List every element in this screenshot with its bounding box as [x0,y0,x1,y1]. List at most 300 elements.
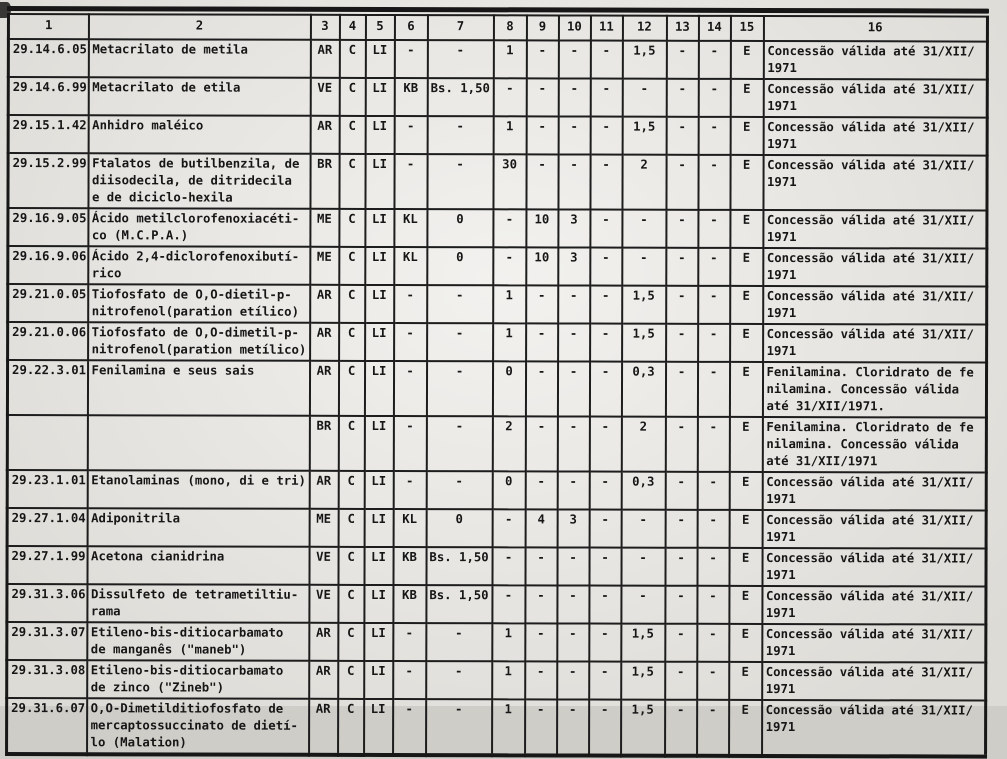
table-cell-col-12: - [622,79,666,117]
table-row [8,115,987,156]
table-cell-col-12: 0,3 [621,362,665,417]
table-cell-col-9: - [525,416,557,471]
table-cell-col-3: ME [309,509,338,547]
table-cell-col-4: C [338,585,364,623]
table-cell-col-7: Bs. 1,50 [426,585,492,623]
table-cell-col-11: - [589,510,621,548]
table-cell-col-4: C [338,509,364,547]
table-row [8,77,987,118]
table-cell-col-11: - [590,117,622,155]
table-cell-col-11: - [590,79,622,117]
table-row [7,584,986,625]
table-cell-col-10: - [558,154,590,209]
table-cell-col-15: E [729,417,762,472]
table-cell-col-8: 2 [492,416,525,471]
table-cell-col-16: Concessão válida até 31/XII/ 1971 [763,41,987,80]
table-cell-col-4: C [339,40,365,78]
table-cell-col-4: C [338,699,364,755]
table-cell-col-3: AR [309,471,338,509]
table-cell-col-7: 0 [426,509,492,547]
table-row [8,284,987,325]
table-cell-col-12: 2 [621,417,665,472]
table-cell-col-3: AR [310,323,339,361]
table-cell-col-13: - [665,510,697,548]
table-cell-col-5: LI [365,323,394,361]
table-cell-col-1: 29.16.9.06 [8,246,88,284]
table-cell-col-1: 29.16.9.05 [8,208,88,246]
table-cell-col-7: Bs. 1,50 [427,78,493,116]
table-cell-col-11: - [590,286,622,324]
table-cell-col-3: AR [310,285,339,323]
table-cell-col-7: - [427,323,493,361]
table-cell-col-8: 1 [493,40,526,78]
table-cell-col-10: 3 [558,209,590,247]
table-cell-col-14: - [698,248,730,286]
table-cell-col-6: KL [393,509,426,547]
table-cell-col-8: 1 [493,323,526,361]
table-cell-col-12: 1,5 [622,286,666,324]
table-row [8,153,987,211]
table-cell-col-6: - [394,323,427,361]
table-cell-col-11: - [589,662,621,700]
table-body [7,39,988,757]
table-cell-col-8: 0 [492,361,525,416]
table-cell-col-9: - [525,585,557,623]
table-cell-col-5: LI [364,585,393,623]
table-cell-col-15: E [729,548,762,586]
table-cell-col-5: LI [364,416,393,471]
table-cell-col-14: - [697,417,729,472]
table-cell-col-12: - [622,210,666,248]
table-cell-col-4: C [338,661,364,699]
table-cell-col-9: - [526,116,558,154]
table-cell-col-15: E [729,624,762,662]
table-cell-col-15: E [730,248,763,286]
table-cell-col-2: O,O-Dimetilditiofosfato de mercaptossuccinato de dietí- lo (Malation) [87,698,309,755]
table-cell-col-6: - [393,361,426,416]
table-cell-col-11: - [590,155,622,210]
table-cell-col-9: - [525,361,557,416]
table-cell-col-14: - [698,210,730,248]
table-cell-col-1: 29.23.1.01 [7,470,87,508]
table-cell-col-16: Concessão válida até 31/XII/ 1971 [763,155,987,211]
table-cell-col-5: LI [365,209,394,247]
table-cell-col-4: C [339,323,365,361]
table-cell-col-14: - [697,510,729,548]
table-cell-col-6: KB [393,585,426,623]
table-cell-col-7: - [426,623,492,661]
table-cell-col-16: Concessão válida até 31/XII/ 1971 [763,324,987,363]
table-cell-col-8: - [492,547,525,585]
table-cell-col-13: - [665,472,697,510]
table-cell-col-9: - [526,40,558,78]
table-cell-col-1: 29.31.6.07 [7,698,87,754]
table-cell-col-4: C [339,154,365,209]
table-cell-col-5: LI [365,247,394,285]
table-cell-col-6: - [394,116,427,154]
table-cell-col-13: - [665,700,697,756]
table-cell-col-6: - [393,416,426,471]
table-cell-col-11: - [590,41,622,79]
table-cell-col-14: - [698,286,730,324]
table-cell-col-13: - [665,362,697,417]
table-cell-col-3: AR [309,623,338,661]
table-cell-col-2: Etileno-bis-ditiocarbamato de manganês ("maneb") [87,622,309,661]
table-cell-col-1 [7,415,87,470]
table-cell-col-12: 1,5 [621,662,665,700]
table-cell-col-4: C [339,116,365,154]
table-cell-col-15: E [729,586,762,624]
table-cell-col-6: - [393,699,426,755]
table-cell-col-9: 10 [526,209,558,247]
table-cell-col-5: LI [364,471,393,509]
table-cell-col-5: LI [365,285,394,323]
table-row [7,415,986,473]
table-cell-col-16: Concessão válida até 31/XII/ 1971 [762,700,986,757]
table-cell-col-3: ME [310,209,339,247]
table-cell-col-7: Bs. 1,50 [426,547,492,585]
table-cell-col-16: Concessão válida até 31/XII/ 1971 [762,662,986,701]
table-cell-col-9: - [526,78,558,116]
table-cell-col-1: 29.14.6.05 [8,39,88,77]
table-cell-col-8: 30 [493,154,526,209]
table-cell-col-15: E [730,324,763,362]
table-row [7,470,986,511]
table-cell-col-11: - [589,362,621,417]
column-header: 6 [394,15,427,40]
table-cell-col-15: E [729,362,762,417]
table-cell-col-11: - [589,472,621,510]
table-cell-col-8: 1 [492,623,525,661]
table-cell-col-13: - [665,417,697,472]
table-cell-col-2: Ácido 2,4-diclorofenoxibutí- rico [88,246,310,285]
table-cell-col-3: VE [310,78,339,116]
table-cell-col-8: 1 [493,116,526,154]
table-cell-col-1: 29.27.1.99 [7,546,87,584]
table-cell-col-7: - [426,699,492,755]
table-row [8,322,987,363]
table-cell-col-16: Concessão válida até 31/XII/ 1971 [763,117,987,156]
table-cell-col-8: 1 [492,661,525,699]
table-cell-col-8: - [493,209,526,247]
table-cell-col-10: - [558,78,590,116]
table-cell-col-1: 29.21.0.05 [8,284,88,322]
table-cell-col-2: Ftalatos de butilbenzila, de diisodecila, de ditridecila e de diciclo-hexila [88,153,310,209]
table-cell-col-1: 29.31.3.08 [7,660,87,698]
table-cell-col-8: - [493,78,526,116]
table-header-row [8,14,987,42]
table-cell-col-12: 1,5 [621,624,665,662]
table-cell-col-10: - [557,623,589,661]
table-cell-col-14: - [697,472,729,510]
table-cell-col-3: AR [309,361,338,416]
column-header: 14 [698,16,730,41]
table-cell-col-14: - [697,362,729,417]
table-row [8,246,987,287]
table-cell-col-7: - [426,361,492,416]
table-cell-col-15: E [729,510,762,548]
table-cell-col-7: - [427,285,493,323]
table-cell-col-9: - [525,471,557,509]
table-cell-col-2: Ácido metilclorofenoxiacéti- co (M.C.P.A.) [88,208,310,247]
column-header: 1 [8,14,88,39]
table-cell-col-8: 1 [493,285,526,323]
table-cell-col-10: 3 [557,509,589,547]
column-header: 13 [666,16,698,41]
table-cell-col-4: C [338,361,364,416]
table-cell-col-16: Concessão válida até 31/XII/ 1971 [763,79,987,118]
table-cell-col-12: 1,5 [622,117,666,155]
table-cell-col-12: - [621,548,665,586]
table-cell-col-10: - [557,661,589,699]
table-cell-col-1: 29.22.3.01 [7,360,87,415]
table-cell-col-9: - [525,661,557,699]
table-cell-col-5: LI [365,154,394,209]
table-cell-col-4: C [338,623,364,661]
table-cell-col-9: - [525,699,557,755]
table-cell-col-14: - [697,548,729,586]
table-cell-col-8: - [493,247,526,285]
table-cell-col-10: - [558,116,590,154]
table-cell-col-6: KB [394,78,427,116]
table-cell-col-10: - [558,40,590,78]
table-cell-col-7: - [426,661,492,699]
table-cell-col-15: E [730,286,763,324]
table-cell-col-10: - [557,699,589,755]
table-row [7,622,986,663]
concessions-table [5,13,989,759]
table-cell-col-4: C [339,285,365,323]
table-cell-col-4: C [339,209,365,247]
table-cell-col-7: - [426,471,492,509]
table-cell-col-16: Concessão válida até 31/XII/ 1971 [762,624,986,663]
table-cell-col-14: - [697,700,729,756]
table-cell-col-1: 29.15.2.99 [8,153,88,208]
table-cell-col-10: - [557,471,589,509]
table-cell-col-10: - [557,547,589,585]
column-header: 4 [339,15,365,40]
table-cell-col-11: - [590,248,622,286]
column-header: 16 [763,16,987,42]
table-cell-col-12: - [621,586,665,624]
table-cell-col-6: KB [393,547,426,585]
table-cell-col-13: - [666,41,698,79]
table-cell-col-16: Concessão válida até 31/XII/ 1971 [762,510,986,549]
table-cell-col-3: AR [310,116,339,154]
table-cell-col-11: - [589,417,621,472]
column-header: 8 [493,15,526,40]
table-cell-col-14: - [698,324,730,362]
table-cell-col-4: C [338,471,364,509]
table-cell-col-13: - [666,79,698,117]
table-cell-col-2: Tiofosfato de O,O-dimetil-p- nitrofenol(paration metílico) [88,322,310,361]
table-cell-col-7: 0 [427,209,493,247]
table-cell-col-13: - [665,624,697,662]
table-cell-col-13: - [666,155,698,210]
table-cell-col-15: E [730,117,763,155]
table-cell-col-13: - [665,662,697,700]
table-cell-col-2: Etanolaminas (mono, di e tri) [87,470,309,509]
table-cell-col-12: 1,5 [621,700,665,756]
table-cell-col-9: - [526,154,558,209]
table-cell-col-1: 29.14.6.99 [8,77,88,115]
column-header: 11 [590,16,622,41]
table-cell-col-16: Concessão válida até 31/XII/ 1971 [763,286,987,325]
table-cell-col-16: Concessão válida até 31/XII/ 1971 [762,472,986,511]
table-cell-col-1: 29.21.0.06 [8,322,88,360]
table-cell-col-11: - [590,210,622,248]
table-cell-col-2: Tiofosfato de O,O-dietil-p- nitrofenol(paration etílico) [88,284,310,323]
table-cell-col-5: LI [364,361,393,416]
table-cell-col-5: LI [365,40,394,78]
table-cell-col-2 [87,415,309,471]
table-cell-col-15: E [730,79,763,117]
table-cell-col-13: - [666,210,698,248]
table-cell-col-3: VE [309,547,338,585]
table-cell-col-8: - [492,585,525,623]
column-header: 9 [526,15,558,40]
table-cell-col-3: VE [309,585,338,623]
table-cell-col-7: - [427,154,493,209]
table-cell-col-3: AR [309,699,338,755]
column-header: 7 [427,15,493,40]
scan-area [5,6,993,759]
table-cell-col-16: Fenilamina. Cloridrato de fe nilamina. Concessão válida até 31/XII/1971. [762,362,986,418]
table-cell-col-15: E [730,41,763,79]
table-cell-col-1: 29.31.3.07 [7,622,87,660]
table-cell-col-2: Metacrilato de etila [88,77,310,116]
table-cell-col-6: KL [394,209,427,247]
column-header: 15 [730,16,763,41]
table-cell-col-2: Etileno-bis-ditiocarbamato de zinco ("Zineb") [87,660,309,699]
table-cell-col-2: Metacrilato de metila [88,39,310,78]
table-cell-col-9: - [526,323,558,361]
table-cell-col-14: - [697,624,729,662]
table-row [7,360,986,418]
table-cell-col-2: Acetona cianidrina [87,546,309,585]
table-cell-col-3: BR [310,154,339,209]
table-cell-col-10: 3 [558,247,590,285]
table-cell-col-12: - [621,510,665,548]
table-cell-col-16: Concessão válida até 31/XII/ 1971 [762,586,986,625]
table-cell-col-11: - [589,586,621,624]
table-cell-col-3: AR [310,40,339,78]
table-cell-col-14: - [697,662,729,700]
table-cell-col-11: - [589,700,621,756]
table-cell-col-7: - [427,40,493,78]
table-cell-col-4: C [338,416,364,471]
table-row [7,546,986,587]
table-cell-col-10: - [557,361,589,416]
table-cell-col-4: C [339,247,365,285]
table-cell-col-6: - [394,154,427,209]
table-cell-col-11: - [590,324,622,362]
table-cell-col-2: Fenilamina e seus sais [87,360,309,416]
table-cell-col-2: Adiponitrila [87,508,309,547]
table-cell-col-9: - [526,285,558,323]
column-header: 3 [310,15,339,40]
table-cell-col-8: 1 [492,699,525,755]
table-cell-col-1: 29.27.1.04 [7,508,87,546]
table-cell-col-1: 29.15.1.42 [8,115,88,153]
table-cell-col-8: - [492,509,525,547]
table-cell-col-10: - [557,416,589,471]
table-cell-col-6: - [393,471,426,509]
table-cell-col-6: - [393,623,426,661]
table-cell-col-7: - [427,116,493,154]
table-cell-col-15: E [729,472,762,510]
column-header: 2 [88,14,310,40]
table-cell-col-6: - [393,661,426,699]
table-cell-col-14: - [698,155,730,210]
table-row [8,39,987,80]
table-cell-col-12: 0,3 [621,472,665,510]
table-row [7,698,986,757]
table-cell-col-5: LI [364,661,393,699]
table-cell-col-12: - [622,248,666,286]
table-cell-col-10: - [558,323,590,361]
table-cell-col-14: - [698,41,730,79]
table-cell-col-5: LI [364,623,393,661]
table-cell-col-6: - [394,285,427,323]
table-cell-col-9: 10 [526,247,558,285]
table-cell-col-12: 1,5 [622,41,666,79]
table-cell-col-1: 29.31.3.06 [7,584,87,622]
table-cell-col-7: 0 [427,247,493,285]
table-cell-col-5: LI [365,116,394,154]
table-cell-col-14: - [698,117,730,155]
table-cell-col-16: Concessão válida até 31/XII/ 1971 [763,210,987,249]
column-header: 5 [365,15,394,40]
table-row [7,508,986,549]
table-cell-col-9: - [525,623,557,661]
table-cell-col-4: C [338,547,364,585]
table-row [8,208,987,249]
table-cell-col-7: - [426,416,492,471]
table-cell-col-10: - [558,285,590,323]
column-header: 12 [622,16,666,41]
table-cell-col-13: - [665,586,697,624]
table-cell-col-12: 2 [622,155,666,210]
table-cell-col-12: 1,5 [622,324,666,362]
table-cell-col-4: C [339,78,365,116]
table-cell-col-16: Concessão válida até 31/XII/ 1971 [762,548,986,587]
table-cell-col-13: - [666,324,698,362]
table-cell-col-6: KL [394,247,427,285]
table-cell-col-3: BR [309,416,338,471]
table-cell-col-3: ME [310,247,339,285]
table-cell-col-15: E [730,155,763,210]
column-header: 10 [558,15,590,40]
table-cell-col-6: - [394,40,427,78]
table-cell-col-13: - [666,117,698,155]
table-cell-col-2: Anhidro maléico [88,115,310,154]
table-cell-col-15: E [730,210,763,248]
table-cell-col-5: LI [364,699,393,755]
table-cell-col-16: Concessão válida até 31/XII/ 1971 [763,248,987,287]
table-cell-col-5: LI [365,78,394,116]
table-cell-col-5: LI [364,547,393,585]
table-cell-col-15: E [729,662,762,700]
table-cell-col-5: LI [364,509,393,547]
table-cell-col-10: - [557,585,589,623]
table-cell-col-9: 4 [525,509,557,547]
table-cell-col-13: - [666,248,698,286]
table-cell-col-14: - [697,586,729,624]
table-cell-col-15: E [729,700,762,756]
table-row [7,660,986,701]
table-cell-col-3: AR [309,661,338,699]
